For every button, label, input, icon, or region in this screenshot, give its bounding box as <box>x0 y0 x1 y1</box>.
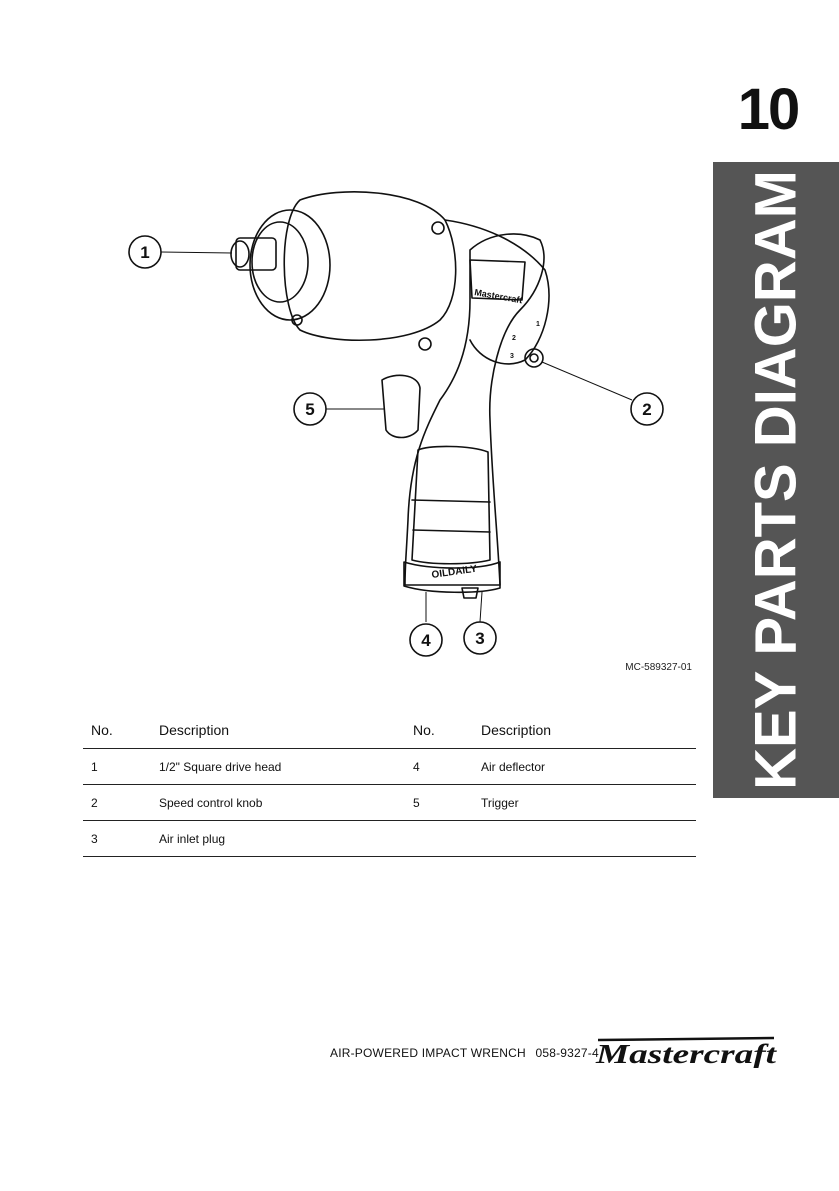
speed-mark-3: 3 <box>510 353 514 360</box>
callout-4 <box>410 624 442 656</box>
speed-mark-2: 2 <box>512 335 516 342</box>
table-header-row <box>83 712 696 749</box>
part-number: 1 <box>83 749 151 785</box>
part-number: 4 <box>405 749 473 785</box>
parts-table <box>83 712 696 857</box>
trigger-shape <box>382 375 420 437</box>
callout-3 <box>464 622 496 654</box>
part-description: Speed control knob <box>151 785 405 821</box>
part-description: 1/2" Square drive head <box>151 749 405 785</box>
part-description <box>473 821 696 857</box>
brand-logo <box>594 1034 778 1068</box>
section-title: KEY PARTS DIAGRAM <box>743 170 809 790</box>
table-row <box>83 785 696 821</box>
part-description: Trigger <box>473 785 696 821</box>
part-description: Air inlet plug <box>151 821 405 857</box>
speed-mark-1: 1 <box>536 321 540 328</box>
figure-code: MC-589327-01 <box>625 662 692 673</box>
callout-2-label: 2 <box>642 400 652 419</box>
grip-oil-label: OILDAILY <box>430 563 478 581</box>
table-row <box>83 821 696 857</box>
callout-2 <box>631 393 663 425</box>
header-description-right: Description <box>473 712 696 749</box>
footer-product-name: AIR-POWERED IMPACT WRENCH <box>330 1046 526 1060</box>
callout-3-label: 3 <box>475 629 485 648</box>
tool-brand-label: Mastercraft <box>473 287 524 306</box>
callout-1 <box>129 236 161 268</box>
callout-1-label: 1 <box>140 243 150 262</box>
brand-logo-text: Mastercraft <box>594 1039 778 1068</box>
header-description-left: Description <box>151 712 405 749</box>
part-number: 3 <box>83 821 151 857</box>
page-number: 10 <box>737 77 799 142</box>
callout-5 <box>294 393 326 425</box>
motor-housing <box>284 192 455 340</box>
table-row <box>83 749 696 785</box>
part-number <box>405 821 473 857</box>
footer-model-number: 058-9327-4 <box>535 1046 599 1060</box>
part-number: 2 <box>83 785 151 821</box>
header-no-right: No. <box>405 712 473 749</box>
header-no-left: No. <box>83 712 151 749</box>
part-description: Air deflector <box>473 749 696 785</box>
part-number: 5 <box>405 785 473 821</box>
callout-4-label: 4 <box>421 631 431 650</box>
callout-5-label: 5 <box>305 400 315 419</box>
footer-product-line <box>330 1046 599 1060</box>
